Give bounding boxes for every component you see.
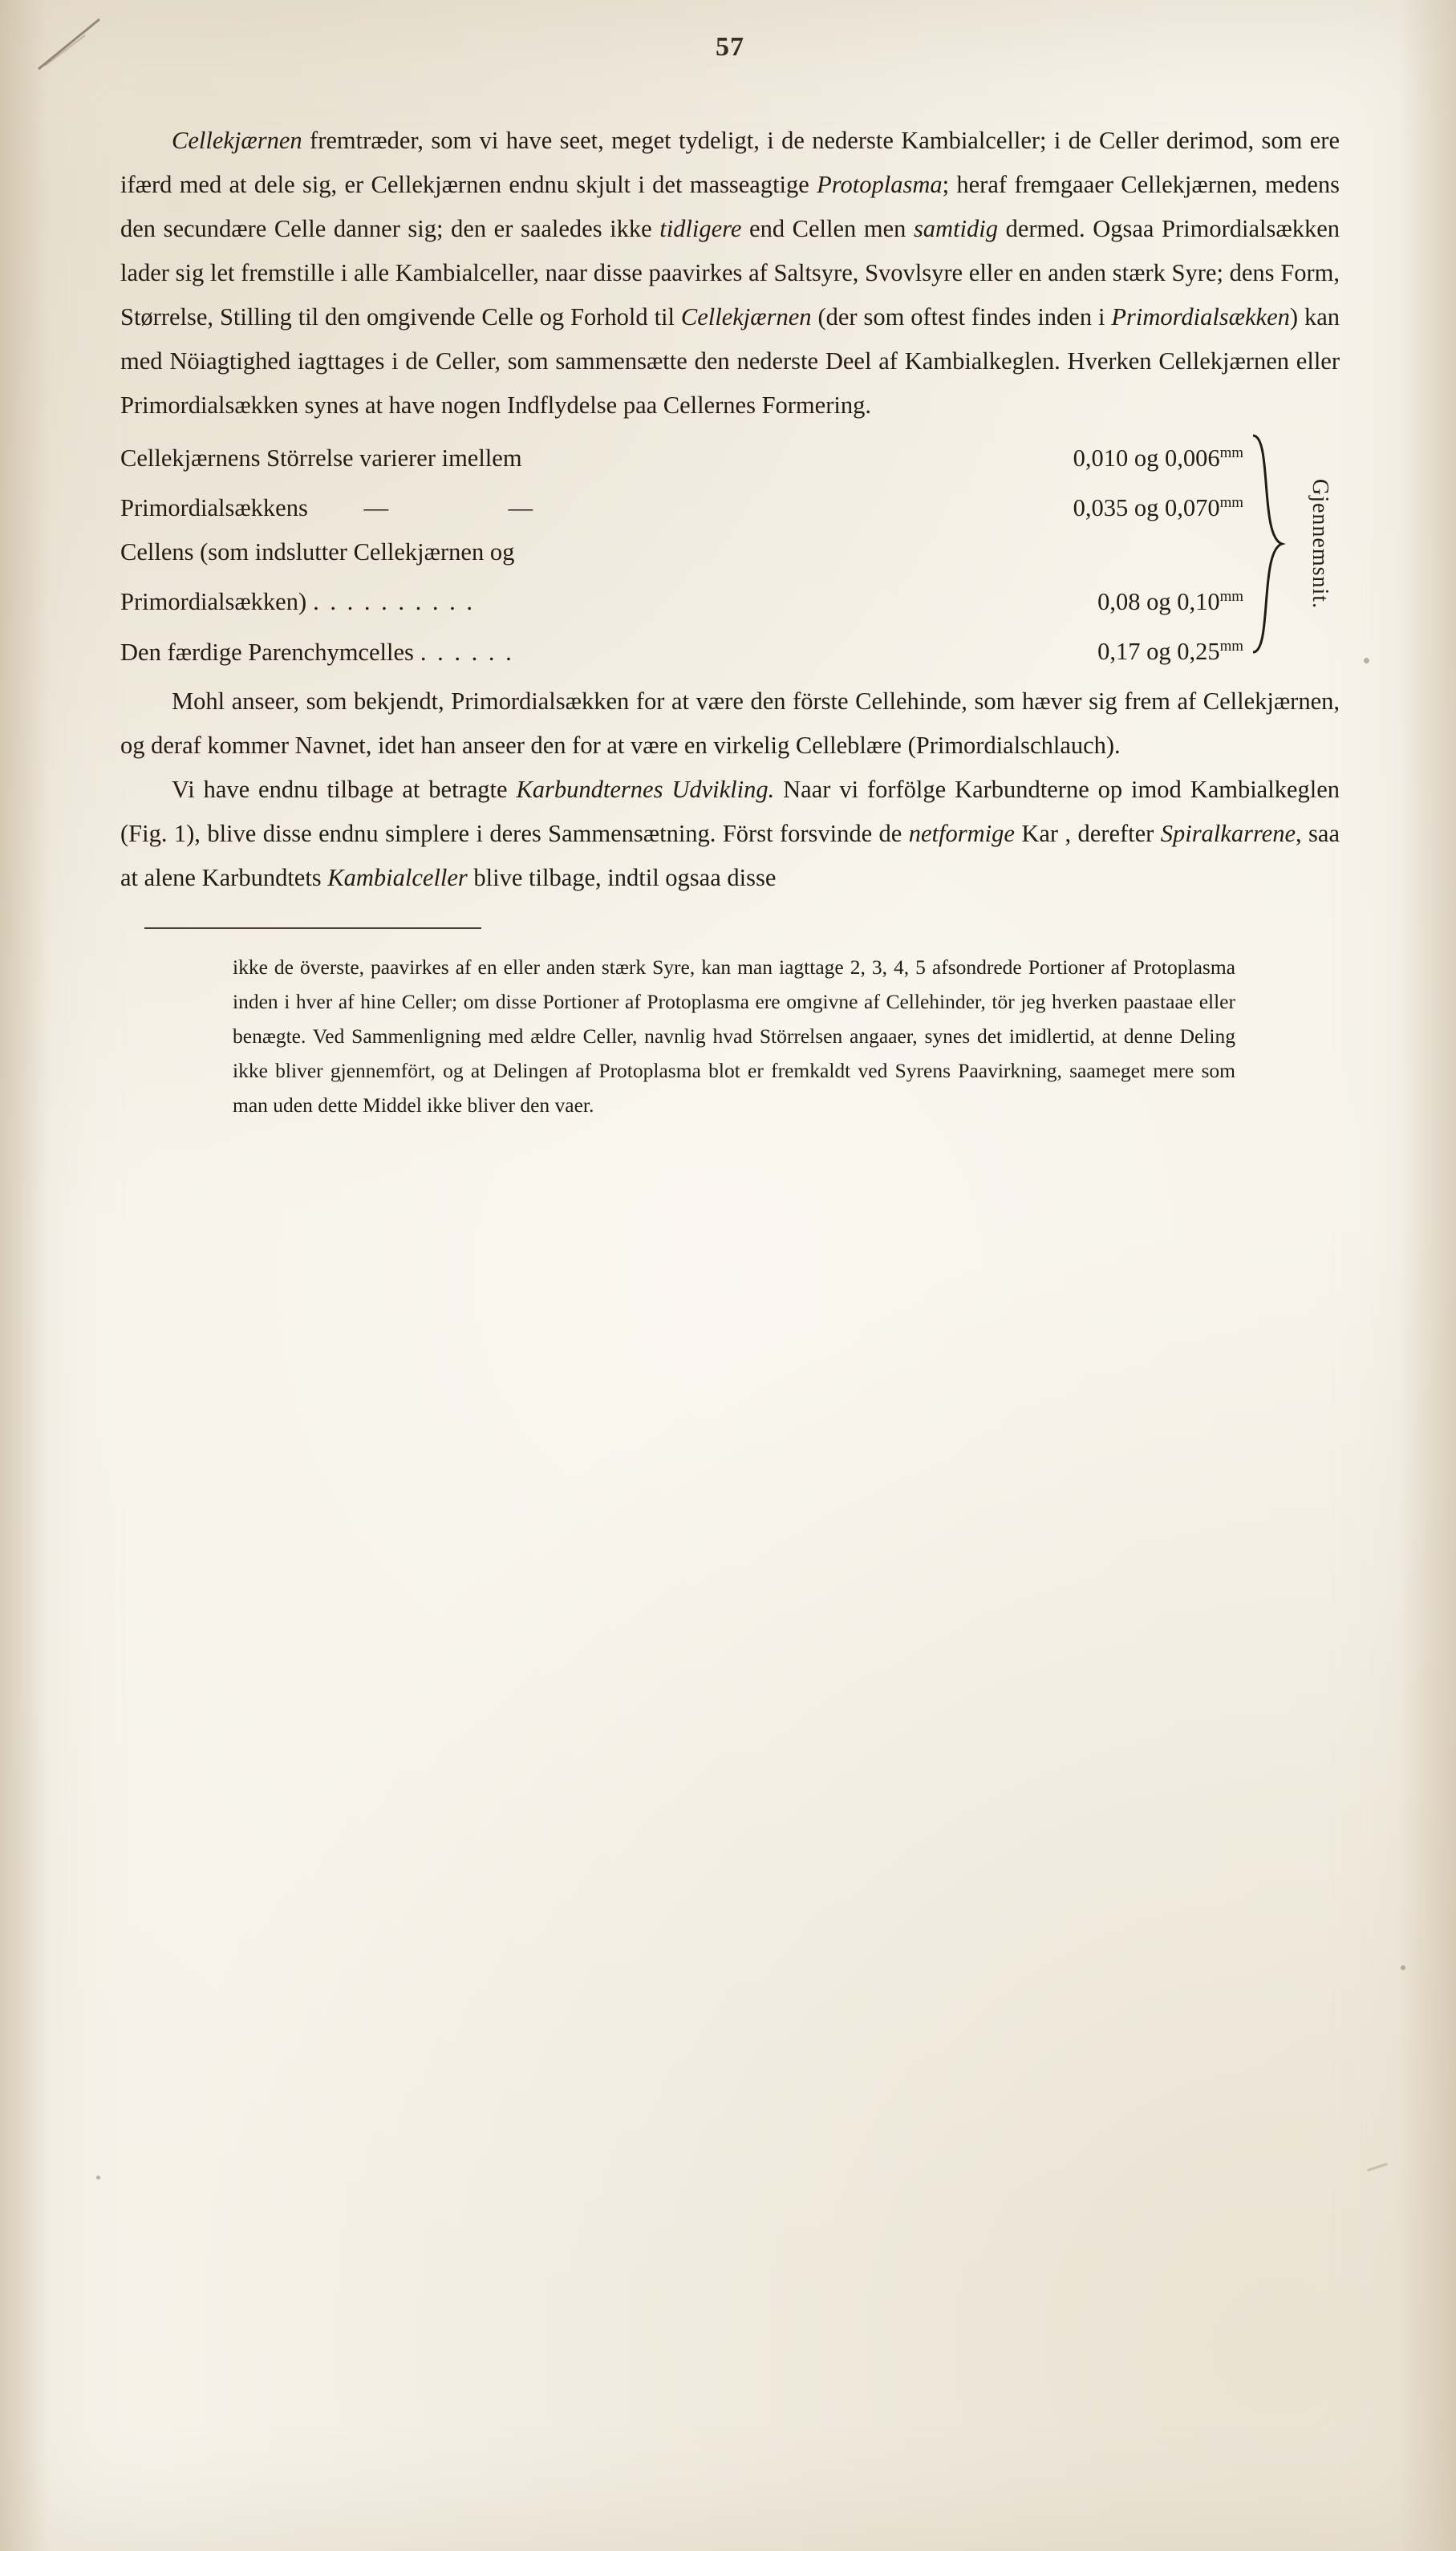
text-run: dermed. Ogsaa Primordialsækken lader sig let fremstille i alle Kambialceller, naar disse paavirkes af Saltsyre, Svovlsyre eller en anden stærk Syre; dens Form, Størrelse, Stilling til den omgivende Celle og Forhold til: [120, 215, 1340, 331]
measurement-unit: mm: [1219, 494, 1243, 512]
text-run: Vi have endnu tilbage at betragte: [172, 775, 517, 803]
text-run: , saa at alene Karbundtets: [120, 819, 1340, 891]
italic-term: tidligere: [659, 215, 742, 242]
text-run: Naar vi forfölge Karbundterne op imod Kambialkeglen (Fig. 1), blive disse endnu simplere i deres Sammensætning. Först forsvinde de: [120, 775, 1340, 847]
footnote-text: [233, 950, 1235, 1122]
measurement-unit: mm: [1219, 588, 1243, 606]
italic-term: Kambialceller: [327, 863, 468, 891]
measurement-value: 0,035 og $0,070^{mm}$: [1073, 494, 1243, 522]
measurement-row: [120, 574, 1243, 624]
paper-scratch: [1367, 2163, 1388, 2172]
page-number: 57: [716, 32, 744, 62]
measurement-label: Primordialsækken): [120, 588, 307, 616]
page-right-edge-shading: [1400, 0, 1456, 2551]
text-run: ) kan med Nöiagtighed iagttages i de Celler, som sammensætte den nederste Deel af Kambialkeglen. Hverken Cellekjærnen eller Primordialsækken synes at have nogen Indflydelse paa Cellernes Formering.: [120, 303, 1340, 419]
measurement-leader: . . . . . .: [420, 638, 514, 666]
paragraph-1: [120, 119, 1340, 428]
brace-caption: Gjennemsnit.: [1308, 478, 1332, 610]
corner-scratch-mark: [37, 16, 114, 72]
measurement-dash: —: [363, 494, 389, 522]
text-run: end Cellen men: [741, 215, 914, 242]
measurement-value: 0,010 og $0,006^{mm}$: [1073, 444, 1243, 472]
italic-term: Cellekjærnen: [680, 303, 812, 331]
measurement-value: 0,08 og $0,10^{mm}$: [1097, 588, 1243, 616]
measurement-row: [120, 530, 1243, 574]
paper-speck: [1364, 658, 1369, 663]
brace-group: [1248, 432, 1344, 655]
page-left-edge-shading: [0, 0, 48, 2551]
italic-term: Spiralkarrene: [1160, 819, 1296, 847]
italic-term: Protoplasma: [817, 171, 943, 198]
italic-term: netformige: [908, 819, 1015, 847]
measurement-rows: [120, 431, 1243, 675]
footnote-block: [233, 950, 1235, 1122]
text-run: Mohl anseer, som bekjendt, Primordialsækken for at være den förste Cellehinde, som hæver sig frem af Cellekjærnen, og deraf kommer Navnet, idet han anseer den for at være en virkelig Celleblære (Primordialschlauch).: [120, 687, 1340, 759]
measurement-label: Primordialsækkens: [120, 494, 308, 522]
italic-term: Cellekjærnen: [172, 127, 302, 154]
measurement-row: [120, 431, 1243, 481]
paper-speck: [1401, 1965, 1405, 1970]
text-run: fremtræder, som vi have seet, meget tydeligt, i de nederste Kambialceller; i de Celler derimod, som ere ifærd med at dele sig, er Cellekjærnen endnu skjult i det masseagtige: [120, 127, 1340, 198]
text-run: blive tilbage, indtil ogsaa disse: [467, 863, 777, 891]
measurement-row: [120, 481, 1243, 530]
measurement-unit: mm: [1219, 444, 1243, 461]
italic-term: samtidig: [913, 215, 999, 242]
text-run: Kar , derefter: [1014, 819, 1161, 847]
measurement-label: Den færdige Parenchymcelles: [120, 638, 414, 666]
measurement-leader: . . . . . . . . . .: [313, 588, 475, 616]
paragraph-3: [120, 768, 1340, 900]
page-content: [120, 32, 1340, 1122]
text-run: (der som oftest findes inden i: [811, 303, 1112, 331]
text-run: ; heraf fremgaaer Cellekjærnen, medens den secundære Celle danner sig; den er saaledes ikke: [120, 171, 1340, 242]
measurement-table: [120, 431, 1340, 675]
measurement-label: Cellens (som indslutter Cellekjærnen og: [120, 538, 515, 566]
measurement-dash: —: [508, 494, 533, 522]
measurement-value: 0,17 og $0,25^{mm}$: [1097, 638, 1243, 666]
measurement-label: Cellekjærnens Störrelse varierer imellem: [120, 444, 522, 472]
italic-term: Primordialsækken: [1111, 303, 1290, 331]
italic-term: Karbundternes Udvikling.: [516, 775, 775, 803]
body-text-block: [120, 119, 1340, 428]
body-text-block-after: [120, 679, 1340, 900]
paper-speck: [96, 2176, 100, 2180]
text-run: ikke de överste, paavirkes af en eller anden stærk Syre, kan man iagttage 2, 3, 4, 5 afsondrede Portioner af Protoplasma inden i hver af hine Celler; om disse Portioner af Protoplasma ere omgivne af Cellehinder, tör jeg hverken paastaae eller benægte. Ved Sammenligning med ældre Celler, navnlig hvad Störrelsen angaaer, synes det imidlertid, at denne Deling ikke bliver gjennemfört, og at Delingen af Protoplasma blot er fremkaldt ved Syrens Paavirkning, saameget mere som man uden dette Middel ikke bliver den vaer.: [233, 955, 1235, 1117]
measurement-unit: mm: [1219, 638, 1243, 655]
footnote-divider: [144, 927, 481, 929]
paragraph-2: [120, 679, 1340, 768]
measurement-row: [120, 624, 1243, 674]
